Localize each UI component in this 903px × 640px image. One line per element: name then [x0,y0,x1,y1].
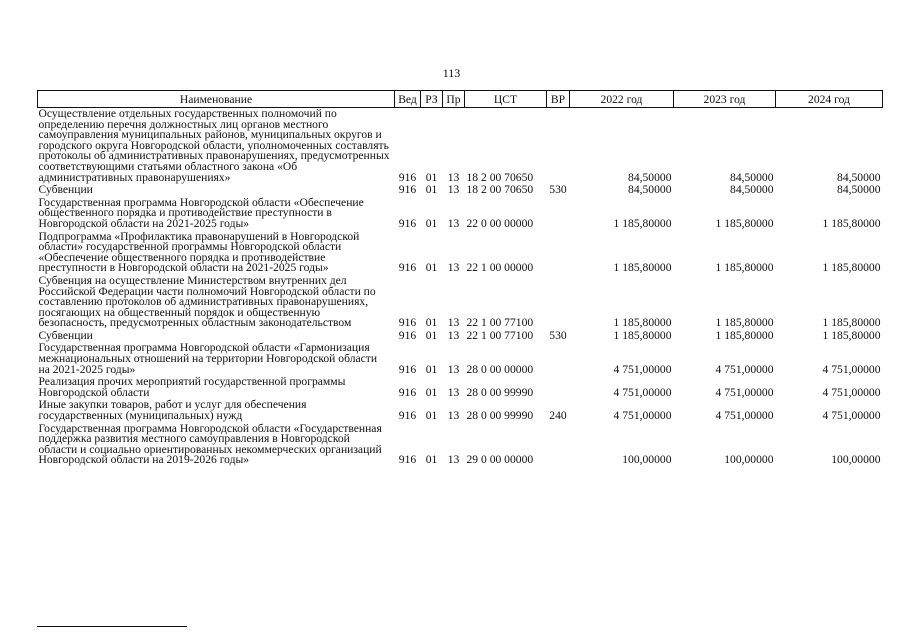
row-2024: 4 751,00000 [822,362,881,376]
row-cst: 22 1 00 77100 [466,328,534,342]
row-name: Реализация прочих мероприятий государственной программы Новгородской области [38,375,346,399]
row-ved: 916 [398,183,417,197]
row-cst: 18 2 00 70650 [466,183,534,197]
row-2023: 4 751,00000 [715,409,774,423]
col-header-ved: Вед [395,91,421,108]
table-row [38,423,883,467]
table-header-row [38,91,883,108]
row-name: Иные закупки товаров, работ и услуг для обеспечения государственных (муниципальных) нужд [38,398,307,423]
row-cst: 28 0 00 99990 [466,385,534,399]
row-cst: 28 0 00 00000 [466,362,534,376]
row-rz: 01 [425,328,438,342]
table-row [38,376,883,399]
row-vr: 240 [549,409,567,423]
row-pr: 13 [447,183,460,197]
row-cst: 18 2 00 70650 [466,170,534,184]
row-rz: 01 [425,216,438,230]
row-pr: 13 [447,409,460,423]
row-cst: 22 0 00 00000 [466,216,534,230]
row-2022: 4 751,00000 [613,385,672,399]
row-vr [547,231,570,275]
row-vr: 530 [549,183,567,197]
row-2024: 100,00000 [831,453,881,467]
col-header-2022: 2022 год [570,91,674,108]
row-vr [547,197,570,231]
row-2024: 4 751,00000 [822,409,881,423]
col-header-2023: 2023 год [674,91,776,108]
row-ved: 916 [398,170,417,184]
row-cst: 29 0 00 00000 [466,453,534,467]
row-vr [547,342,570,376]
row-rz: 01 [425,183,438,197]
row-pr: 13 [447,453,460,467]
row-ved: 916 [398,328,417,342]
table-row [38,231,883,275]
row-vr: 530 [549,328,567,342]
budget-table [37,90,883,467]
row-rz: 01 [425,409,438,423]
row-2023: 1 185,80000 [715,328,774,342]
row-2022: 84,50000 [628,183,672,197]
row-2023: 84,50000 [730,183,774,197]
table-row [38,184,883,197]
col-header-cst: ЦСТ [465,91,547,108]
row-name: Государственная программа Новгородской области «Обеспечение общественного порядка и противодействие преступности в Новгородской области на 2021-2025 годы» [38,195,364,230]
table-row [38,399,883,422]
row-2022: 84,50000 [628,170,672,184]
row-rz: 01 [425,453,438,467]
row-name: Государственная программа Новгородской области «Гармонизация межнациональных отношений на территории Новгородской области на 2021-2025 годы» [38,341,378,376]
row-vr [547,376,570,399]
row-pr: 13 [447,362,460,376]
row-name: Подпрограмма «Профилактика правонарушений в Новгородской области» государственной программы Новгородской области «Обеспечение общественного порядка и противодействие преступности в Новгородской области на 2021-2025 годы» [38,229,360,275]
table-row [38,275,883,330]
row-2024: 1 185,80000 [822,261,881,275]
row-rz: 01 [425,261,438,275]
row-rz: 01 [425,316,438,330]
row-2024: 4 751,00000 [822,385,881,399]
row-2022: 1 185,80000 [613,316,672,330]
row-vr [547,108,570,185]
row-2023: 1 185,80000 [715,316,774,330]
col-header-2024: 2024 год [776,91,883,108]
row-ved: 916 [398,362,417,376]
row-vr [547,275,570,330]
row-pr: 13 [447,170,460,184]
col-header-pr: Пр [443,91,465,108]
row-2023: 4 751,00000 [715,362,774,376]
row-2022: 1 185,80000 [613,216,672,230]
row-pr: 13 [447,216,460,230]
table-row [38,197,883,231]
row-2024: 1 185,80000 [822,316,881,330]
row-2024: 84,50000 [837,183,881,197]
row-name: Осуществление отдельных государственных полномочий по определению перечня должностных лиц органов местного самоуправления муниципальных районов, муниципальных округов и городского округа Новгородской области, уполномоченных составлять протоколы об административных правонарушениях, предусмотренных соответствующими статьями областного закона «Об административных правонарушениях» [38,107,390,184]
row-ved: 916 [398,453,417,467]
row-ved: 916 [398,261,417,275]
row-2022: 4 751,00000 [613,362,672,376]
row-pr: 13 [447,385,460,399]
row-2024: 1 185,80000 [822,216,881,230]
row-2022: 100,00000 [622,453,672,467]
row-ved: 916 [398,316,417,330]
row-2022: 1 185,80000 [613,328,672,342]
col-header-name: Наименование [38,91,395,108]
table-row [38,342,883,376]
row-2023: 4 751,00000 [715,385,774,399]
row-2023: 100,00000 [724,453,774,467]
row-2024: 84,50000 [837,170,881,184]
row-pr: 13 [447,316,460,330]
row-rz: 01 [425,170,438,184]
row-rz: 01 [425,362,438,376]
row-vr [547,423,570,467]
row-2023: 1 185,80000 [715,216,774,230]
row-2024: 1 185,80000 [822,328,881,342]
row-2023: 1 185,80000 [715,261,774,275]
footer-rule [37,626,187,627]
row-rz: 01 [425,385,438,399]
row-cst: 22 1 00 77100 [466,316,534,330]
row-cst: 28 0 00 99990 [466,409,534,423]
row-ved: 916 [398,409,417,423]
row-cst: 22 1 00 00000 [466,261,534,275]
col-header-rz: РЗ [421,91,443,108]
row-pr: 13 [447,328,460,342]
row-name: Субвенция на осуществление Министерством внутренних дел Российской Федерации части полномочий Новгородской области по составлению протоколов об административных правонарушениях, посягающих на общественный порядок и общественную безопасность, предусмотренных областным законодательством [38,273,376,330]
row-name: Субвенции [38,328,93,342]
row-2023: 84,50000 [730,170,774,184]
col-header-vr: ВР [547,91,570,108]
row-name: Субвенции [38,183,93,197]
row-ved: 916 [398,216,417,230]
row-name: Государственная программа Новгородской области «Государственная поддержка развития местного самоуправления в Новгородской области и социально ориентированных некоммерческих организаций Новгородской области на 2019-2026 годы» [38,421,382,467]
row-ved: 916 [398,385,417,399]
page-number: 113 [442,66,461,80]
table-row [38,108,883,185]
row-2022: 4 751,00000 [613,409,672,423]
row-pr: 13 [447,261,460,275]
row-2022: 1 185,80000 [613,261,672,275]
